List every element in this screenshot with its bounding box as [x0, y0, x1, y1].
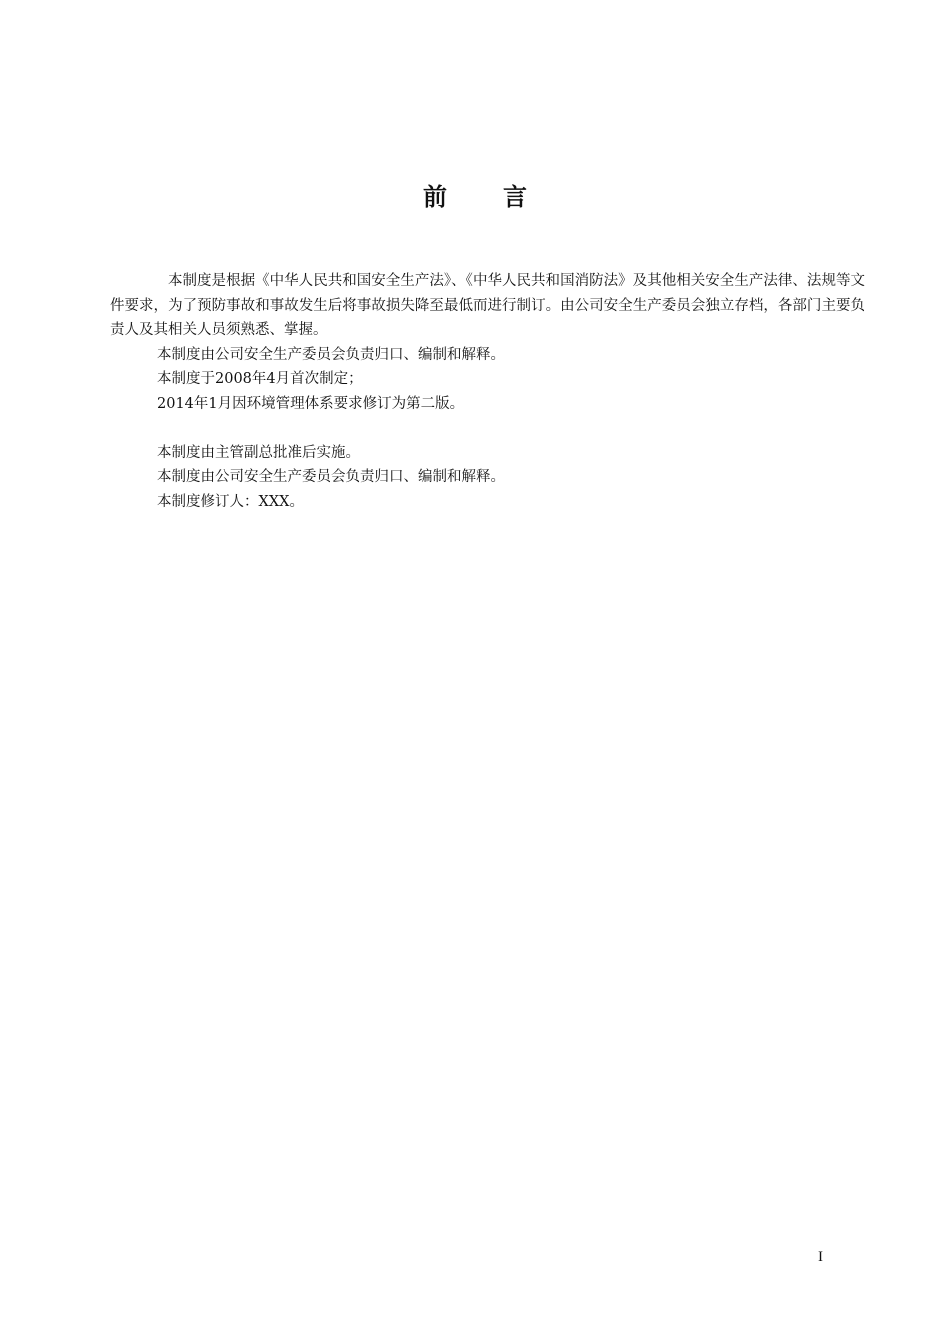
- page-title: 前言: [423, 183, 583, 211]
- paragraph-spacer: [110, 416, 865, 441]
- responsibility-line-repeat: 本制度由公司安全生产委员会负责归口、编制和解释。: [157, 469, 505, 485]
- approval-line: 本制度由主管副总批准后实施。: [157, 444, 360, 461]
- first-edition-line: 本制度于2008年4月首次制定；: [157, 371, 363, 387]
- reviser-line: 本制度修订人：XXX。: [157, 493, 304, 510]
- page-number: I: [818, 1249, 823, 1265]
- revision-line: 2014年1月因环境管理体系要求修订为第二版。: [157, 395, 465, 412]
- responsibility-line: 本制度由公司安全生产委员会负责归口、编制和解释。: [157, 346, 505, 363]
- preface-body: [110, 269, 865, 514]
- intro-paragraph: 本制度是根据《中华人民共和国安全生产法》、《中华人民共和国消防法》及其他相关安全生产法律、法规等文件要求，为了预防事故和事故发生后将事故损失降至最低而进行制订。由公司安全生产委员会独立存档，各部门主要负责人及其相关人员须熟悉、掌握。: [110, 273, 865, 338]
